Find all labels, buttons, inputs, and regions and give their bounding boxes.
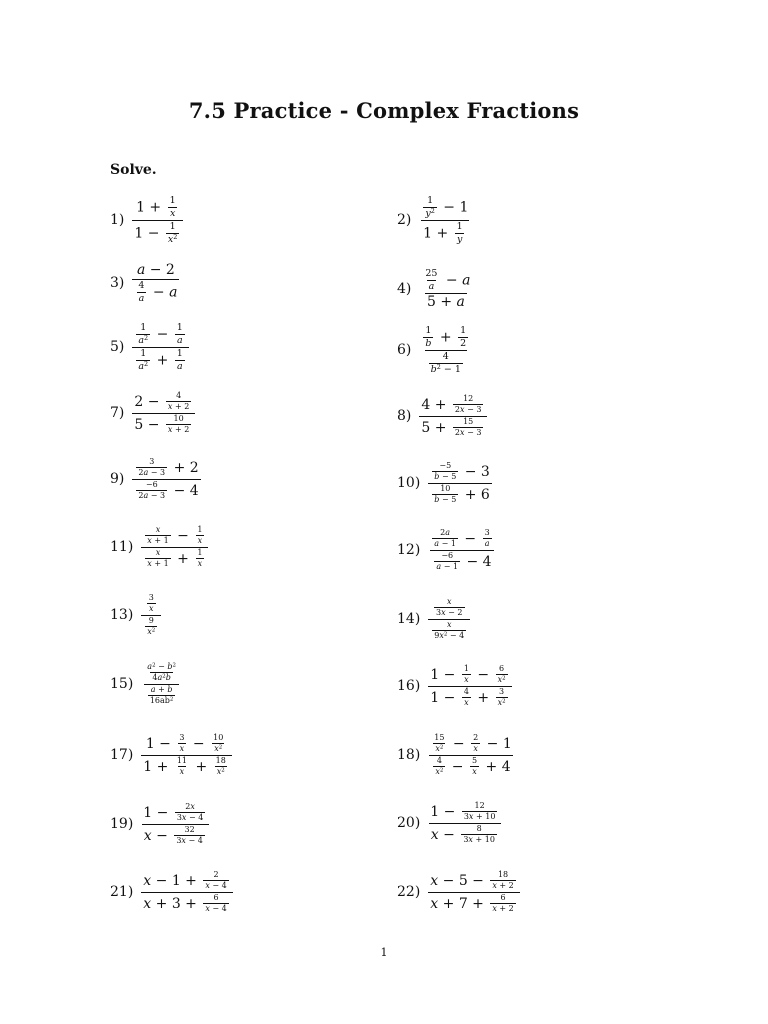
complex-fraction: x − 5 − $\frac{18}{x + 2}$ x + 7 + $\frac{6}{x + 2}$	[428, 871, 519, 914]
complex-fraction: a − 2 $\frac{4}{a}$ − a	[132, 263, 179, 304]
complex-fraction: $\frac{2a}{a - 1}$ − $\frac{3}{a}$ $\frac{-6}{a - 1}$ − 4	[428, 529, 495, 572]
problem-number: 20)	[397, 815, 421, 832]
problem-7	[110, 392, 197, 435]
problem-14	[397, 598, 472, 641]
problem-20	[397, 802, 503, 845]
problem-18	[397, 734, 516, 777]
problem-number: 17)	[110, 747, 134, 764]
problem-19	[110, 803, 211, 846]
problem-number: 21)	[110, 884, 134, 901]
complex-fraction: $\frac{-5}{b - 5}$ − 3 $\frac{10}{b - 5}$ + 6	[428, 462, 492, 505]
problem-number: 18)	[397, 747, 421, 764]
problem-number: 6)	[397, 342, 412, 359]
problem-number: 15)	[110, 676, 134, 693]
problem-1	[110, 196, 185, 245]
problem-12	[397, 529, 498, 572]
problem-number: 3)	[110, 275, 125, 292]
complex-fraction: x − 1 + $\frac{2}{x - 4}$ x + 3 + $\frac{6}{x - 4}$	[141, 871, 232, 914]
instructions: Solve.	[110, 162, 157, 178]
problem-number: 9)	[110, 471, 125, 488]
complex-fraction: $\frac{25}{a}$ − a 5 + a	[425, 268, 471, 310]
problem-number: 8)	[397, 408, 412, 425]
problem-2	[397, 196, 472, 245]
complex-fraction: $\frac{1}{y^2}$ − 1 1 + $\frac{1}{y}$	[423, 195, 469, 245]
problem-number: 13)	[110, 607, 134, 624]
problem-16	[397, 665, 514, 708]
complex-fraction: $\frac{x}{x + 1}$ − $\frac{1}{x}$ $\frac{x}{x + 1}$ + $\frac{1}{x}$	[141, 526, 208, 569]
complex-fraction: 1 − $\frac{2x}{3x - 4}$ x − $\frac{32}{3x - 4}$	[141, 803, 209, 846]
complex-fraction: $\frac{\frac{x}{3x - 2}}{\frac{x}{9x^2 - 4}}$	[428, 598, 470, 641]
problem-number: 14)	[397, 611, 421, 628]
complex-fraction: $\frac{\frac{a^2 - b^2}{4a^2b}}{\frac{a + b}{16ab^2}}$	[141, 663, 182, 706]
problem-number: 16)	[397, 678, 421, 695]
problem-10	[397, 462, 494, 505]
complex-fraction: $\frac{\frac{3}{x}}{\frac{9}{x^2}}$	[141, 594, 161, 637]
problem-number: 12)	[397, 542, 421, 559]
problem-number: 11)	[110, 539, 134, 556]
problem-8	[397, 395, 489, 438]
complex-fraction: 2 − $\frac{4}{x + 2}$ 5 − $\frac{10}{x + 2}$	[132, 392, 195, 435]
problem-22	[397, 871, 522, 914]
problem-15	[110, 663, 184, 706]
problem-number: 19)	[110, 816, 134, 833]
problem-21	[110, 871, 235, 914]
complex-fraction: 1 − $\frac{1}{x}$ − $\frac{6}{x^2}$ 1 − $\frac{4}{x}$ + $\frac{3}{x^2}$	[428, 665, 511, 708]
problem-number: 7)	[110, 405, 125, 422]
complex-fraction: $\frac{15}{x^2}$ − $\frac{2}{x}$ − 1 $\frac{4}{x^2}$ − $\frac{5}{x}$ + 4	[428, 734, 513, 777]
problem-6	[397, 326, 474, 375]
complex-fraction: 4 + $\frac{12}{2x - 3}$ 5 + $\frac{15}{2x - 3}$	[419, 395, 487, 438]
problem-9	[110, 458, 203, 501]
problem-number: 2)	[397, 212, 412, 229]
problem-11	[110, 526, 210, 569]
problem-5	[110, 323, 191, 372]
problem-number: 5)	[110, 339, 125, 356]
complex-fraction: 1 + $\frac{1}{x}$ 1 − $\frac{1}{x^2}$	[132, 196, 183, 245]
problem-number: 4)	[397, 281, 412, 298]
page-title: 7.5 Practice - Complex Fractions	[188, 98, 580, 123]
problem-4	[397, 269, 474, 310]
problem-number: 10)	[397, 475, 421, 492]
complex-fraction: $\frac{1}{b}$ + $\frac{1}{2}$ $\frac{4}{b^2 - 1}$	[425, 325, 467, 375]
problem-13	[110, 594, 163, 637]
complex-fraction: $\frac{3}{2a - 3}$ + 2 $\frac{-6}{2a - 3}$ − 4	[132, 458, 200, 501]
problem-17	[110, 734, 234, 777]
complex-fraction: 1 − $\frac{12}{3x + 10}$ x − $\frac{8}{3x + 10}$	[428, 802, 501, 845]
problem-3	[110, 263, 181, 304]
complex-fraction: $\frac{1}{a^2}$ − $\frac{1}{a}$ $\frac{1}{a^2}$ + $\frac{1}{a}$	[132, 323, 188, 372]
problem-number: 22)	[397, 884, 421, 901]
complex-fraction: 1 − $\frac{3}{x}$ − $\frac{10}{x^2}$ 1 + $\frac{11}{x}$ + $\frac{18}{x^2}$	[141, 734, 232, 777]
page-number: 1	[380, 946, 388, 959]
problem-number: 1)	[110, 212, 125, 229]
